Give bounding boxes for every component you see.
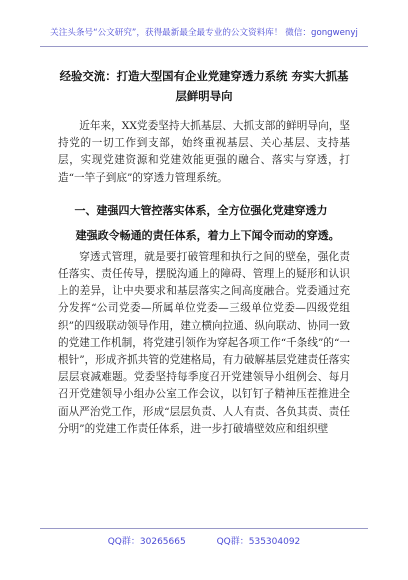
body-paragraph: 穿透式管理，就是要打破管理和执行之间的壁垒，强化责任落实、责任传导，摆脱沟通上的障碍、管理上的疑形和认识上的差异，让中央要求和基层落实之间高度融合。党委通过充分发挥“公司党委—所属单位党委—三级单位党委—四级党组织”的四级联动领导作用，建立横向拉通、纵向联动、协同一致的党建工作机制，将党建引领作为穿起各项工作“千条线”的“一根针”，形成齐抓共管的党建格局，有力破解基层党建责任落实层层衰减难题。党委坚持每季度召开党建领导小组例会、每月召开党建领导小组办公室工作会议，以钉钉子精神压茬推进全面从严治党工作，形成“层层负责、人人有责、各负其责、责任分明”的党建工作责任体系，进一步打破墙壁效应和组织壁	[58, 250, 350, 435]
subsection-heading: 建强政令畅通的责任体系，着力上下闻令而动的穿透。	[75, 228, 340, 242]
footer-contacts	[0, 534, 408, 547]
document-title: 经验交流：打造大型国有企业党建穿透力系统 夯实大抓基层鲜明导向	[59, 69, 349, 103]
header-divider	[40, 46, 368, 47]
section-heading: 一、建强四大管控落实体系，全方位强化党建穿透力	[74, 203, 328, 217]
footer-qq-group-2: QQ群：535304092	[216, 537, 301, 547]
header-banner: 关注头条号“公文研究”，获得最新最全最专业的公文资料库！ 微信：gongwenyj	[50, 28, 358, 38]
document-body	[58, 118, 350, 438]
footer-qq-group-1: QQ群：30265665	[107, 537, 186, 547]
footer-divider	[40, 528, 368, 529]
intro-paragraph: 近年来，XX党委坚持大抓基层、大抓支部的鲜明导向，坚持党的一切工作到支部，始终重视基层、关心基层、支持基层，实现党建资源和党建效能更强的融合、落实与穿透，打造“一竿子到底”的穿透力管理系统。	[58, 120, 350, 184]
